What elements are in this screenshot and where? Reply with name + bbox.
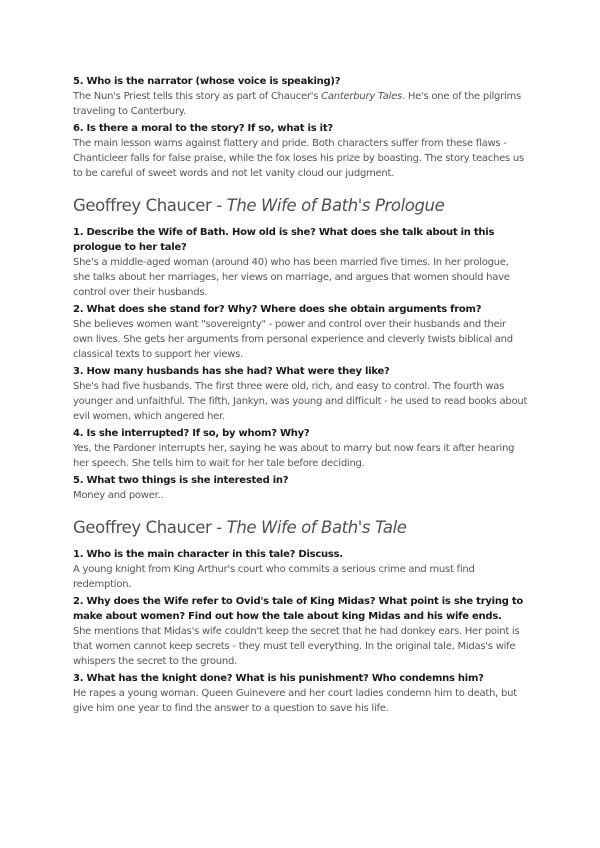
question: 2. Why does the Wife refer to Ovid's tale of King Midas? What point is she trying to make about women? Find out how the tale about king Midas and his wife ends. — [73, 596, 523, 622]
answer: She's a middle-aged woman (around 40) who has been married five times. In her prologue, she talks about her marriages, her views on marriage, and argues that women should have control over their husbands. — [73, 257, 510, 298]
answer: A young knight from King Arthur's court who commits a serious crime and must find redemption. — [73, 564, 475, 590]
question: 5. Who is the narrator (whose voice is speaking)? — [73, 76, 341, 87]
question: 3. How many husbands has she had? What were they like? — [73, 366, 390, 377]
heading-author: Geoffrey Chaucer - — [73, 518, 227, 537]
question: 3. What has the knight done? What is his punishment? Who condemns him? — [73, 673, 484, 684]
answer-text: The Nun's Priest tells this story as part of Chaucer's — [73, 91, 322, 102]
answer-text: . He's one of the pilgrims traveling to Canterbury. — [73, 91, 521, 117]
heading-title: The Wife of Bath's Prologue — [226, 196, 445, 215]
answer — [73, 89, 528, 119]
document-content — [73, 74, 528, 718]
question: 6. Is there a moral to the story? If so, what is it? — [73, 123, 333, 134]
question: 2. What does she stand for? Why? Where does she obtain arguments from? — [73, 304, 482, 315]
answer: She mentions that Midas's wife couldn't keep the secret that he had donkey ears. Her point is that women cannot keep secrets - they must tell everything. In the original tale, Midas's wife whispers the secret to the ground. — [73, 626, 520, 667]
answer: She believes women want "sovereignty" - power and control over their husbands and their own lives. She gets her arguments from personal experience and cleverly twists biblical and classical texts to support her views. — [73, 319, 513, 360]
question: 4. Is she interrupted? If so, by whom? Why? — [73, 428, 310, 439]
question: 1. Who is the main character in this tale? Discuss. — [73, 549, 343, 560]
answer: He rapes a young woman. Queen Guinevere and her court ladies condemn him to death, but give him one year to find the answer to a question to save his life. — [73, 688, 517, 714]
question: 1. Describe the Wife of Bath. How old is she? What does she talk about in this prologue to her tale? — [73, 227, 495, 253]
section-heading-tale — [73, 517, 528, 539]
question: 5. What two things is she interested in? — [73, 475, 289, 486]
heading-title: The Wife of Bath's Tale — [226, 518, 407, 537]
answer: The main lesson warns against flattery and pride. Both characters suffer from these flaws - Chanticleer falls for false praise, while the fox loses his prize by boasting. The story teaches us to be careful of sweet words and not let vanity cloud our judgment. — [73, 138, 524, 179]
answer: Yes, the Pardoner interrupts her, saying he was about to marry but now fears it after hearing her speech. She tells him to wait for her tale before deciding. — [73, 443, 515, 469]
answer: Money and power.. — [73, 490, 164, 501]
heading-author: Geoffrey Chaucer - — [73, 196, 227, 215]
answer: She's had five husbands. The first three were old, rich, and easy to control. The fourth was younger and unfaithful. The fifth, Jankyn, was young and difficult - he used to read books about evil women, which angered her. — [73, 381, 528, 422]
section-heading-prologue — [73, 195, 528, 217]
answer-italic-title: Canterbury Tales — [321, 91, 402, 102]
